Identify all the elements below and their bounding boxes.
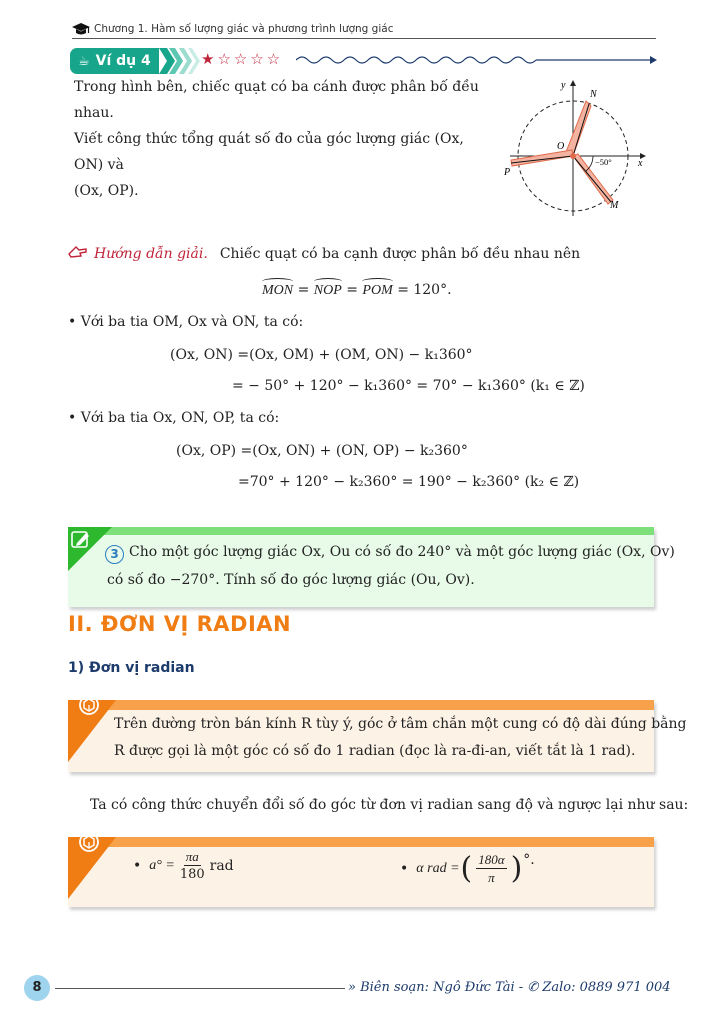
arc-equality: MON = NOP = POM = 120°. xyxy=(262,282,452,298)
bullet-2: • Với ba tia Ox, ON, OP, ta có: xyxy=(68,410,280,426)
footer-credit: » Biên soạn: Ngô Đức Tài - ✆ Zalo: 0889 971 004 xyxy=(348,980,671,995)
point-m-label: M xyxy=(610,200,619,211)
exercise-line-1: Cho một góc lượng giác Ox, Ou có số đo 240° và một góc lượng giác (Ox, Ov) xyxy=(129,544,675,560)
definition-line-2: R được gọi là một góc có số đo 1 radian (đọc là ra-đi-an, viết tắt là 1 rad). xyxy=(114,743,636,759)
x-axis-label: x xyxy=(638,158,643,169)
point-p-label: P xyxy=(504,167,511,178)
wavy-line-arrow xyxy=(296,52,658,68)
fraction-pi-a-180: $\frac{\pi a}{180}$ xyxy=(179,849,205,882)
y-axis-label: y xyxy=(561,80,566,91)
solution-heading xyxy=(68,245,580,263)
pencil-note-icon xyxy=(71,530,91,550)
problem-line-1: Trong hình bên, chiếc quạt có ba cánh được phân bố đều nhau. xyxy=(74,79,479,121)
arc-value: = 120°. xyxy=(397,282,452,298)
problem-line-3: (Ox, OP). xyxy=(74,183,139,199)
point-n-label: N xyxy=(590,89,597,100)
exercise-number: 3 xyxy=(105,545,124,564)
problem-line-2: Viết công thức tổng quát số đo của góc lượng giác (Ox, ON) và xyxy=(74,131,464,173)
arc-nop: NOP xyxy=(313,283,342,298)
solution-intro: Chiếc quạt có ba cạnh được phân bố đều nhau nên xyxy=(219,246,581,262)
arc-pom: POM xyxy=(362,283,393,298)
difficulty-stars: ★☆☆☆☆ xyxy=(201,50,284,68)
formula-deg: • a° = $\frac{\pi a}{180}$ rad xyxy=(133,849,234,882)
subsection-title: 1) Đơn vị radian xyxy=(68,660,195,676)
head-gear-icon-2 xyxy=(78,831,102,855)
page-header xyxy=(72,20,656,39)
example-tag xyxy=(70,48,203,74)
example-label: Ví dụ 4 xyxy=(95,53,151,69)
page-number: 8 xyxy=(24,975,50,1001)
definition-line-1: Trên đường tròn bán kính R tùy ý, góc ở tâm chắn một cung có độ dài đúng bằng xyxy=(114,716,687,732)
equation-1-line-2: = − 50° + 120° − k₁360° = 70° − k₁360° (k₁ ∈ ℤ) xyxy=(232,378,585,394)
head-gear-icon xyxy=(78,694,102,718)
coffee-cup-icon: ☕ xyxy=(78,53,90,69)
exercise-line-2: có số đo −270°. Tính số đo góc lượng giác (Ou, Ov). xyxy=(107,572,475,588)
equation-1-line-1: (Ox, ON) =(Ox, OM) + (OM, ON) − k₁360° xyxy=(170,347,473,363)
writing-hand-icon xyxy=(68,245,88,263)
problem-text xyxy=(74,74,494,204)
fraction-180-alpha-pi: $\frac{180\alpha}{\pi}$ xyxy=(478,852,505,885)
angle-label: −50° xyxy=(595,157,612,167)
point-o-label: O xyxy=(557,141,565,152)
exercise-box xyxy=(68,527,654,607)
footer-rule xyxy=(55,988,345,989)
chevron-arrows-icon xyxy=(159,48,203,74)
arc-mon: MON xyxy=(262,283,294,298)
conversion-intro: Ta có công thức chuyển đổi số đo góc từ đơn vị radian sang độ và ngược lại như sau: xyxy=(90,797,689,813)
graduation-cap-icon xyxy=(72,21,90,40)
definition-box xyxy=(68,700,654,772)
equation-2-line-1: (Ox, OP) =(Ox, ON) + (ON, OP) − k₂360° xyxy=(176,443,468,459)
solution-label: Hướng dẫn giải. xyxy=(94,246,208,262)
fan-figure xyxy=(500,74,650,224)
equation-2-line-2: =70° + 120° − k₂360° = 190° − k₂360° (k₂ ∈ ℤ) xyxy=(238,474,580,490)
bullet-1: • Với ba tia OM, Ox và ON, ta có: xyxy=(68,314,304,330)
chapter-title: Chương 1. Hàm số lượng giác và phương trình lượng giác xyxy=(94,23,394,35)
section-title: II. ĐƠN VỊ RADIAN xyxy=(68,612,292,636)
formula-rad: • α rad = ( $\frac{180\alpha}{\pi}$ ) °. xyxy=(400,850,535,886)
